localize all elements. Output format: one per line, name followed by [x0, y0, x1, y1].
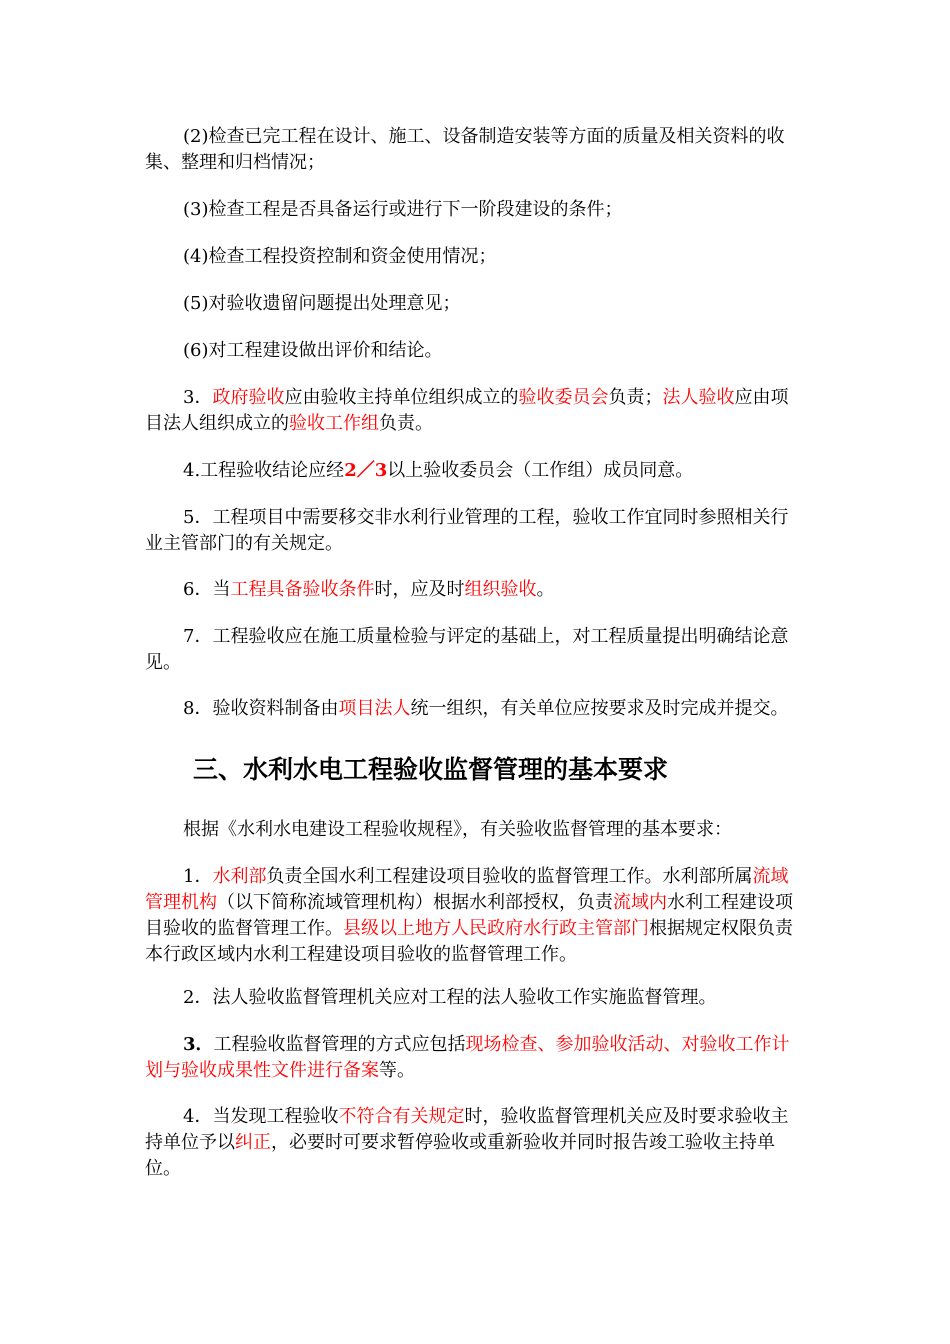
text-run: 4．当发现工程验收 — [183, 1106, 339, 1127]
text-run: 应由项目法人组织成立的 — [145, 387, 789, 434]
text-run: (3)检查工程是否具备运行或进行下一阶段建设的条件； — [183, 199, 623, 220]
highlighted-text: 水利部 — [212, 866, 267, 887]
text-run: 以上验收委员会（工作组）成员同意。 — [387, 460, 694, 481]
item-5 — [145, 505, 805, 557]
requirement-2 — [145, 985, 805, 1011]
text-run: (2)检查已完工程在设计、施工、设备制造安装等方面的质量及相关资料的收集、整理和归档情况； — [145, 126, 785, 173]
text-run: ，必要时可要求暂停验收或重新验收并同时报告竣工验收主持单位。 — [145, 1132, 775, 1179]
text-run: （以下简称流域管理机构）根据水利部授权，负责 — [217, 892, 613, 913]
intro-paragraph — [145, 817, 805, 843]
item-p5 — [145, 291, 805, 317]
text-run: 5．工程项目中需要移交非水利行业管理的工程，验收工作宜同时参照相关行业主管部门的有关规定。 — [145, 507, 789, 554]
highlighted-text: 工程具备验收条件 — [230, 579, 375, 600]
highlighted-text: 政府验收 — [212, 387, 285, 408]
text-run: 等。 — [379, 1060, 415, 1081]
text-run: 8．验收资料制备由 — [183, 698, 339, 719]
requirement-1 — [145, 864, 805, 968]
text-run: 时，验收监督管理机关应及时要求验收主持单位予以 — [145, 1106, 789, 1153]
highlighted-text: 纠正 — [235, 1132, 271, 1153]
text-run: (5)对验收遗留问题提出处理意见； — [183, 293, 461, 314]
item-7 — [145, 624, 805, 676]
text-run: 。 — [536, 579, 555, 600]
item-8 — [145, 696, 805, 722]
item-p6 — [145, 338, 805, 364]
text-run: 时，应及时 — [374, 579, 465, 600]
item-p3 — [145, 197, 805, 223]
highlighted-text: 流域管理机构 — [145, 866, 789, 913]
text-run: 4.工程验收结论应经 — [183, 460, 345, 481]
highlighted-text: 组织验收 — [464, 579, 537, 600]
requirement-4 — [145, 1104, 805, 1182]
text-run: 6．当 — [183, 579, 231, 600]
text-run: 2．法人验收监督管理机关应对工程的法人验收工作实施监督管理。 — [183, 987, 717, 1008]
requirement-3 — [145, 1032, 805, 1084]
section-heading: 三、水利水电工程验收监督管理的基本要求 — [193, 755, 669, 784]
item-4 — [145, 458, 805, 484]
text-run: (6)对工程建设做出评价和结论。 — [183, 340, 443, 361]
text-run: 根据规定权限负责本行政区域内水利工程建设项目验收的监督管理工作。 — [145, 918, 793, 965]
highlighted-text: 县级以上地方人民政府水行政主管部门 — [343, 918, 649, 939]
text-run: 7．工程验收应在施工质量检验与评定的基础上，对工程质量提出明确结论意见。 — [145, 626, 789, 673]
item-p4 — [145, 244, 805, 270]
item-3 — [145, 385, 805, 437]
highlighted-text: 2／3 — [344, 460, 388, 481]
text-run: 水利工程建设项目验收的监督管理工作。 — [145, 892, 793, 939]
item-6 — [145, 577, 805, 603]
text-run: 工程验收监督管理的方式应包括 — [213, 1034, 466, 1055]
text-run: 1． — [183, 866, 213, 887]
text-run: 负责。 — [379, 413, 433, 434]
text-run: (4)检查工程投资控制和资金使用情况； — [183, 246, 497, 267]
item-p2 — [145, 124, 805, 176]
text-run: 负责全国水利工程建设项目验收的监督管理工作。水利部所属 — [266, 866, 753, 887]
highlighted-text: 流域内 — [613, 892, 667, 913]
highlighted-text: 验收委员会 — [518, 387, 609, 408]
text-run: 3． — [183, 387, 213, 408]
highlighted-text: 现场检查、参加验收活动、对验收工作计划与验收成果性文件进行备案 — [145, 1034, 790, 1081]
highlighted-text: 法人验收 — [662, 387, 735, 408]
text-run: 应由验收主持单位组织成立的 — [284, 387, 519, 408]
text-run: 统一组织，有关单位应按要求及时完成并提交。 — [410, 698, 789, 719]
text-run: 负责； — [608, 387, 663, 408]
highlighted-text: 验收工作组 — [289, 413, 379, 434]
text-run: 根据《水利水电建设工程验收规程》，有关验收监督管理的基本要求： — [183, 819, 732, 840]
highlighted-text: 3． — [183, 1034, 214, 1055]
highlighted-text: 项目法人 — [338, 698, 411, 719]
highlighted-text: 不符合有关规定 — [338, 1106, 465, 1127]
